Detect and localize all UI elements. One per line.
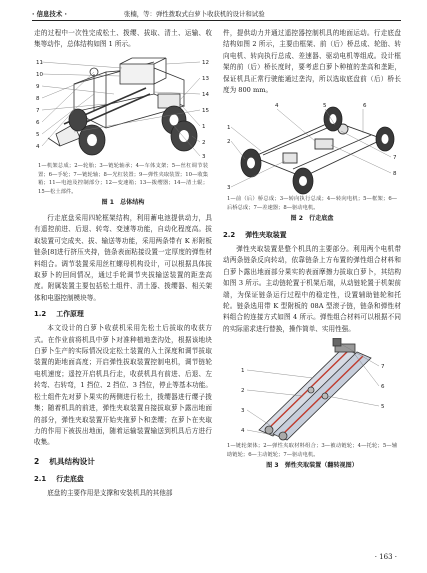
figure-1-caption: 图 1 总体结构 — [101, 199, 145, 206]
svg-text:6: 6 — [36, 119, 40, 126]
left-column — [34, 28, 212, 499]
figure-1-legend: 1—机架总成；2—轮胎；3—链轮轴承；4—车体支架；5—丝杠调节装置；6—手轮；7—链轮轴；8—光杠装置；9—弹性夹取装置；10—收集箱；11—电池及控制部分；12—变速箱；13—拨缨器；14—清土辊；15—松土部件。 — [38, 162, 208, 196]
svg-text:4: 4 — [275, 103, 279, 110]
svg-text:10: 10 — [36, 71, 43, 78]
svg-text:3: 3 — [202, 153, 206, 160]
svg-text:7: 7 — [393, 155, 397, 162]
svg-text:13: 13 — [202, 75, 209, 82]
heading-2-title: 机具结构设计 — [49, 456, 95, 466]
running-title: 张楠，等：弹性拨取式白萝卜收获机的设计和试验 — [124, 10, 265, 18]
heading-2-1 — [34, 473, 212, 486]
harvester-drawing — [34, 54, 212, 162]
heading-2-1-number: 2.1 — [34, 474, 47, 483]
figure-2-legend: 1—前（后）桥总成；3—转向执行总成；4—转向电机；5—框架；6—后桥总成；7—差速器；8—驱动电机。 — [227, 196, 397, 212]
chassis-drawing — [223, 99, 401, 195]
svg-text:4: 4 — [36, 143, 40, 150]
svg-text:3: 3 — [241, 408, 245, 415]
svg-text:5: 5 — [323, 103, 327, 110]
svg-text:8: 8 — [393, 171, 397, 178]
clamping-device-drawing — [223, 338, 401, 442]
heading-2-2 — [223, 229, 401, 242]
svg-text:2: 2 — [202, 139, 206, 146]
svg-text:3: 3 — [227, 185, 231, 192]
svg-text:1: 1 — [202, 123, 206, 130]
heading-2-number: 2 — [34, 456, 40, 466]
figure-2-caption: 图 2 行走底盘 — [290, 215, 334, 223]
svg-text:1: 1 — [227, 125, 231, 132]
right-column — [223, 28, 401, 476]
figure-2-walking-chassis — [223, 99, 401, 225]
working-principle-paragraph: 本文设计的白萝卜收获机采用先松土后拔取的收获方式。在作业前将机具中萝卜对准种植地垄沟处，根据该地块白萝卜生产的实际情况设定松土装置的入土深度和调节拔取装置的距地面高度；开启弹性拔取装置控制电机，调节链轮电机速度；遥控开启机具行走，收获机具有前进、后退、左转弯、右转弯，1 挡位、2 挡位、3 挡位，停止等基本功能。松土组件先对萝卜果实的两侧进行松土，拨缨器进行缨子拨集；随着机具的前进，弹性夹取装置自接拔取萝卜露出地面的部分，弹性夹取装置开始夹拖萝卜和垄缨；在萝卜在夹取力的作用下被拔出地面，随着运输装置输送到机具后方进行收集。 — [34, 324, 212, 447]
heading-2-2-title: 弹性夹取装置 — [245, 231, 287, 240]
svg-text:14: 14 — [202, 91, 209, 98]
elastic-clamp-paragraph: 弹性夹取装置是整个机具的主要部分。利用两个电机带动两条链条反向转动，依靠链条上方布置的弹性组合材料和白萝卜露出地面部分果实的表面摩擦力拔取白萝卜，其结构如图 3 所示。主动链轮置于机架后端，从动链轮置于机架前端，为保证链条运行过程中的稳定性，设置辅助链轮和托轮。链条选用带 K 型附板的 08A 型滚子链，链条和弹性材料组合的连接方式如图 4 所示。弹性组合材料可以根据不同的实际需求进行替换，操作简单、实用性强。 — [223, 245, 401, 333]
heading-1-2 — [34, 308, 212, 321]
svg-text:9: 9 — [36, 83, 40, 90]
running-header — [32, 8, 401, 21]
heading-2-2-number: 2.2 — [223, 231, 236, 240]
chassis-overview-paragraph: 行走底盘采用四轮框架结构，利用蓄电池提供动力，具有遥控前进、后退、转弯、变速等功能，自动化程度高。拔取装置可完成夹、拔、输送等功能，采用两条带有 K 形附板链条[8]进行挤压夹持，链条表面粘接设置一定厚度的弹性材料组合。调节装置采用丝杠螺母机构设计，可以根据具体拔取萝卜的回间情况，通过手轮调节夹拔输送装置的距垄高度。附属装置主要包括松土组件、清土器、拨缨器、相关架体和电器控制模块等。 — [34, 214, 212, 302]
svg-text:2: 2 — [227, 139, 231, 146]
heading-1-2-title: 工作原理 — [56, 310, 84, 319]
chassis-paragraph: 底盘的主要作用是支撑和安装机具的其他部 — [47, 488, 173, 497]
svg-text:7: 7 — [381, 364, 385, 371]
svg-text:8: 8 — [36, 95, 40, 102]
heading-2 — [34, 455, 212, 469]
section-label: · 信息技术 · — [32, 10, 67, 18]
svg-text:6: 6 — [363, 103, 367, 110]
svg-text:12: 12 — [202, 59, 209, 66]
chassis-continued-paragraph: 件，提供动力并通过遥控器控制机具的地面运动。行走底盘结构如图 2 所示，主要由框架、前（后）桥总成、轮胎、转向电机、转向执行总成、差速器、驱动电机等组成。设计框架的前（后）桥长度时，要考虑白萝卜种植的垄高和垄距，保证机具正常行驶能通过垄沟，所以选取底盘前（后）桥长度为 800 mm。 — [223, 29, 401, 95]
page-number: · 163 · — [374, 553, 397, 561]
svg-text:6: 6 — [381, 384, 385, 391]
figure-3-legend: 1—链轮架体；2—弹性夹取材料组合；3—被动链轮；4—托轮；5—辅助链轮；6—主动链轮；7—驱动电机。 — [227, 443, 397, 459]
svg-text:11: 11 — [36, 59, 43, 66]
svg-text:2: 2 — [241, 388, 245, 395]
svg-text:4: 4 — [241, 428, 245, 435]
figure-1-overall-structure — [34, 54, 212, 209]
svg-text:15: 15 — [202, 107, 209, 114]
figure-3-elastic-clamping-device — [223, 338, 401, 472]
heading-2-1-title: 行走底盘 — [56, 474, 84, 483]
heading-1-2-number: 1.2 — [34, 310, 47, 319]
svg-text:7: 7 — [36, 107, 40, 114]
svg-text:5: 5 — [36, 131, 40, 138]
intro-paragraph: 走的过程中一次性完成松土、拨缨、拔取、清土、运输、收集等动作，总体结构如图 1 所示。 — [34, 29, 212, 49]
figure-3-caption: 图 3 弹性夹取装置（翻转视图） — [266, 461, 358, 469]
svg-text:5: 5 — [381, 404, 385, 411]
svg-text:1: 1 — [241, 368, 245, 375]
